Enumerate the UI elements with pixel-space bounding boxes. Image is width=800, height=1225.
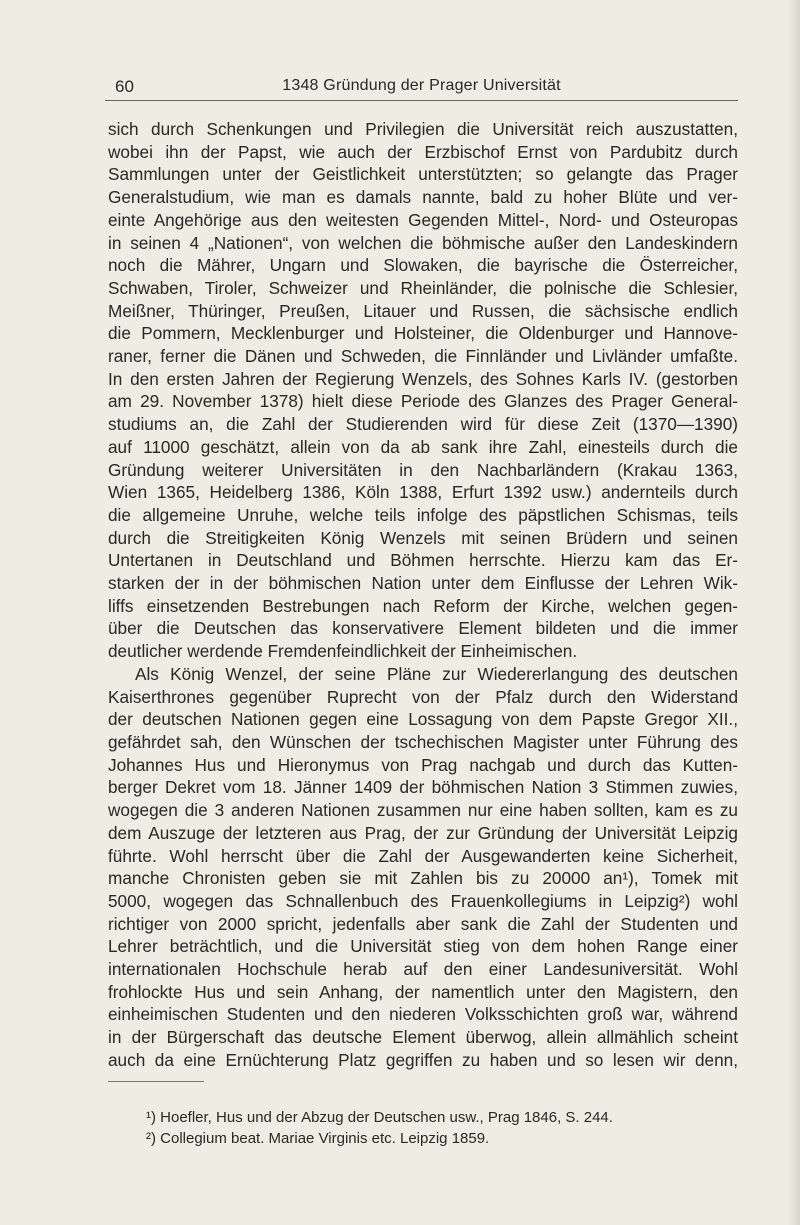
text-line: raner, ferner die Dänen und Schweden, die Finnländer und Livländer umfaßte. bbox=[108, 346, 738, 367]
text-line: in seinen 4 „Nationen“, von welchen die böhmische außer den Landeskindern bbox=[108, 232, 738, 253]
text-line: Sammlungen unter der Geistlichkeit unterstützten; so gelangte das Prager bbox=[108, 164, 738, 185]
text-line: noch die Mährer, Ungarn und Slowaken, die bayrische die Österreicher, bbox=[108, 255, 738, 276]
text-line: In den ersten Jahren der Regierung Wenzels, des Sohnes Karls IV. (gestorben bbox=[108, 368, 738, 389]
text-line: am 29. November 1378) hielt diese Periode des Glanzes des Prager General- bbox=[108, 391, 738, 412]
text-line: studiums an, die Zahl der Studierenden wird für diese Zeit (1370—1390) bbox=[108, 414, 738, 435]
text-line: Untertanen in Deutschland und Böhmen herrschte. Hierzu kam das Er- bbox=[108, 550, 738, 571]
text-line: frohlockte Hus und sein Anhang, der namentlich unter den Magistern, den bbox=[108, 981, 738, 1002]
text-line: dem Auszuge der letzteren aus Prag, der zur Gründung der Universität Leipzig bbox=[108, 822, 738, 843]
text-line: die Pommern, Mecklenburger und Holsteiner, die Oldenburger und Hannove- bbox=[108, 323, 738, 344]
text-line: die allgemeine Unruhe, welche teils infolge des päpstlichen Schismas, teils bbox=[108, 504, 738, 525]
text-line: internationalen Hochschule herab auf den einer Landesuniversität. Wohl bbox=[108, 959, 738, 980]
text-line: wogegen die 3 anderen Nationen zusammen nur eine haben sollten, kam es zu bbox=[108, 800, 738, 821]
page-header bbox=[105, 76, 738, 101]
text-line: einheimischen Studenten und den niederen Volksschichten groß war, während bbox=[108, 1004, 738, 1025]
text-line: Johannes Hus und Hieronymus von Prag nachgab und durch das Kutten- bbox=[108, 754, 738, 775]
text-line: über die Deutschen das konservativere Element bildeten und die immer bbox=[108, 618, 738, 639]
text-line: auf 11000 geschätzt, allein von da ab sank ihre Zahl, einesteils durch die bbox=[108, 436, 738, 457]
page-edge-shadow bbox=[788, 0, 800, 1225]
text-line: führte. Wohl herrscht über die Zahl der Ausgewanderten keine Sicherheit, bbox=[108, 845, 738, 866]
footnotes bbox=[146, 1107, 738, 1149]
text-line: deutlicher werdende Fremdenfeindlichkeit der Einheimischen. bbox=[108, 641, 578, 662]
text-line: Lehrer beträchtlich, und die Universität stieg von dem hohen Range einer bbox=[108, 936, 738, 957]
body-text bbox=[108, 118, 738, 1072]
footnote-1: ¹) Hoefler, Hus und der Abzug der Deutschen usw., Prag 1846, S. 244. bbox=[146, 1109, 613, 1126]
text-line: Schwaben, Tiroler, Schweizer und Rheinländer, die polnische die Schlesier, bbox=[108, 277, 738, 298]
text-line: Gründung weiterer Universitäten in den Nachbarländern (Krakau 1363, bbox=[108, 459, 738, 480]
text-line: manche Chronisten geben sie mit Zahlen bis zu 20000 an¹), Tomek mit bbox=[108, 868, 738, 889]
text-line: Kaiserthrones gegenüber Ruprecht von der Pfalz durch den Widerstand bbox=[108, 686, 738, 707]
text-line: starken der in der böhmischen Nation unter dem Einflusse der Lehren Wik- bbox=[108, 573, 738, 594]
text-line: durch die Streitigkeiten König Wenzels mit seinen Brüdern und seinen bbox=[108, 527, 738, 548]
text-line: wobei ihn der Papst, wie auch der Erzbischof Ernst von Pardubitz durch bbox=[108, 141, 738, 162]
text-line: Generalstudium, wie man es damals nannte, bald zu hoher Blüte und ver- bbox=[108, 187, 738, 208]
text-line: sich durch Schenkungen und Privilegien die Universität reich auszustatten, bbox=[108, 119, 738, 139]
text-line: richtiger von 2000 spricht, jedenfalls aber sank die Zahl der Studenten und bbox=[108, 913, 738, 934]
text-line: auch da eine Ernüchterung Platz gegriffen zu haben und so lesen wir denn, bbox=[108, 1049, 738, 1070]
text-line: berger Dekret vom 18. Jänner 1409 der böhmischen Nation 3 Stimmen zuwies, bbox=[108, 777, 738, 798]
text-line: 5000, wogegen das Schnallenbuch des Frauenkollegiums in Leipzig²) wohl bbox=[108, 890, 738, 911]
page-number: 60 bbox=[115, 77, 134, 96]
text-line: gefährdet sah, den Wünschen der tschechischen Magister unter Führung des bbox=[108, 731, 738, 752]
running-title: 1348 Gründung der Prager Universität bbox=[282, 77, 561, 94]
text-line: Meißner, Thüringer, Preußen, Litauer und Russen, die sächsische endlich bbox=[108, 300, 738, 321]
footnote-2: ²) Collegium beat. Mariae Virginis etc. Leipzig 1859. bbox=[146, 1130, 490, 1147]
text-line: Als König Wenzel, der seine Pläne zur Wiedererlangung des deutschen bbox=[135, 663, 738, 684]
text-line: liffs einsetzenden Bestrebungen nach Reform der Kirche, welchen gegen- bbox=[108, 595, 738, 616]
text-line: einte Angehörige aus den weitesten Gegenden Mittel-, Nord- und Osteuropas bbox=[108, 209, 738, 230]
footnote-divider bbox=[108, 1081, 204, 1082]
text-line: der deutschen Nationen gegen eine Lossagung von dem Papste Gregor XII., bbox=[108, 709, 738, 730]
text-line: Wien 1365, Heidelberg 1386, Köln 1388, Erfurt 1392 usw.) andernteils durch bbox=[108, 482, 738, 503]
text-line: in der Bürgerschaft das deutsche Element überwog, allein allmählich scheint bbox=[108, 1027, 738, 1048]
